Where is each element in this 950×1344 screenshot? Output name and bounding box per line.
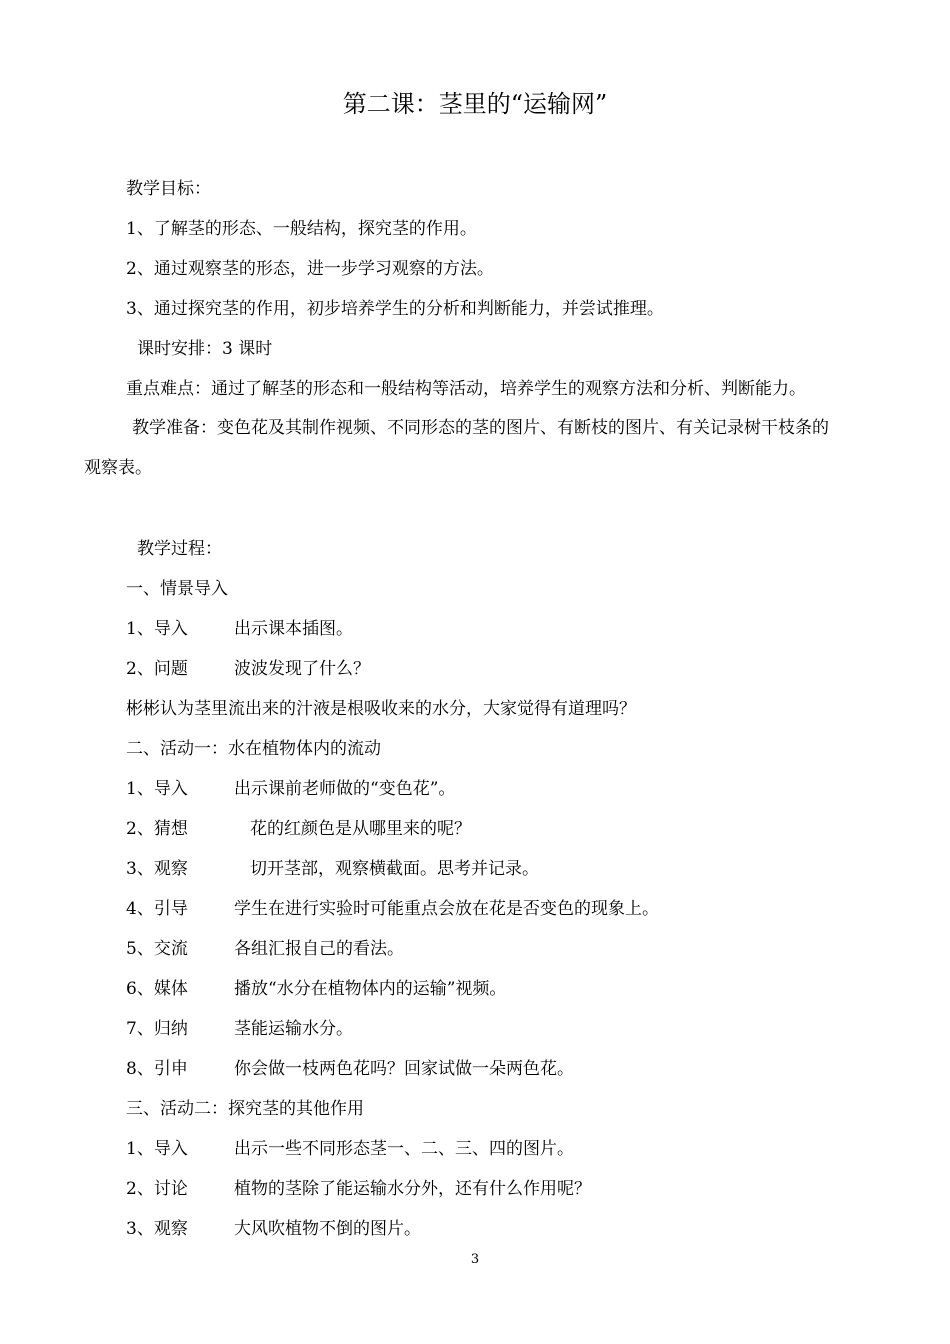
preparation: [84, 408, 872, 488]
step-text: 大风吹植物不倒的图片。: [234, 1219, 421, 1239]
step-label: 5、交流: [126, 939, 188, 959]
step-label: 6、媒体: [126, 979, 188, 999]
section-1-note: 彬彬认为茎里流出来的汁液是根吸收来的水分，大家觉得有道理吗？: [126, 699, 636, 719]
section-3-step-3: [126, 1216, 421, 1242]
section-2-step-7: [126, 1016, 353, 1042]
goal-item-3: 3、通过探究茎的作用，初步培养学生的分析和判断能力，并尝试推理。: [126, 299, 664, 319]
section-1-step-2: [126, 656, 370, 682]
goal-item-2: 2、通过观察茎的形态，进一步学习观察的方法。: [126, 259, 494, 279]
section-1-heading: 一、情景导入: [126, 579, 228, 599]
section-2-step-6: [126, 976, 506, 1002]
goals-heading: 教学目标：: [126, 179, 211, 199]
step-label: 2、讨论: [126, 1179, 188, 1199]
step-text: 出示一些不同形态茎一、二、三、四的图片。: [234, 1139, 574, 1159]
section-2-step-3: [126, 856, 539, 882]
step-text: 花的红颜色是从哪里来的呢？: [250, 819, 471, 839]
page-title: 第二课：茎里的“运输网”: [342, 90, 608, 118]
step-label: 3、观察: [126, 1219, 188, 1239]
process-heading: 教学过程：: [137, 539, 222, 559]
key-points: 重点难点：通过了解茎的形态和一般结构等活动，培养学生的观察方法和分析、判断能力。: [126, 379, 806, 399]
section-3-step-2: [126, 1176, 591, 1202]
step-label: 8、引申: [126, 1059, 188, 1079]
section-2-step-5: [126, 936, 404, 962]
preparation-line-2: 观察表。: [84, 458, 152, 478]
section-2-step-4: [126, 896, 659, 922]
step-text: 各组汇报自己的看法。: [234, 939, 404, 959]
step-text: 切开茎部，观察横截面。思考并记录。: [250, 859, 539, 879]
page-number: 3: [470, 1252, 480, 1267]
section-2-heading: 二、活动一：水在植物体内的流动: [126, 739, 381, 759]
section-3-heading: 三、活动二：探究茎的其他作用: [126, 1099, 364, 1119]
step-text: 学生在进行实验时可能重点会放在花是否变色的现象上。: [234, 899, 659, 919]
step-text: 你会做一枝两色花吗？回家试做一朵两色花。: [234, 1059, 574, 1079]
section-2-step-2: [126, 816, 471, 842]
step-label: 4、引导: [126, 899, 188, 919]
step-label: 3、观察: [126, 859, 188, 879]
step-text: 出示课本插图。: [234, 619, 353, 639]
schedule: 课时安排：3 课时: [137, 339, 273, 359]
step-label: 2、问题: [126, 659, 188, 679]
step-label: 1、导入: [126, 619, 188, 639]
step-label: 1、导入: [126, 1139, 188, 1159]
preparation-line-1: 教学准备：变色花及其制作视频、不同形态的茎的图片、有断枝的图片、有关记录树干枝条的: [132, 418, 829, 438]
section-3-step-1: [126, 1136, 574, 1162]
step-text: 茎能运输水分。: [234, 1019, 353, 1039]
step-text: 出示课前老师做的“变色花”。: [234, 779, 456, 799]
section-2-step-1: [126, 776, 455, 802]
step-text: 植物的茎除了能运输水分外，还有什么作用呢？: [234, 1179, 591, 1199]
step-label: 2、猜想: [126, 819, 188, 839]
section-2-step-8: [126, 1056, 574, 1082]
step-label: 1、导入: [126, 779, 188, 799]
step-text: 波波发现了什么？: [234, 659, 370, 679]
section-1-step-1: [126, 616, 353, 642]
step-label: 7、归纳: [126, 1019, 188, 1039]
step-text: 播放“水分在植物体内的运输”视频。: [234, 979, 507, 999]
goal-item-1: 1、了解茎的形态、一般结构，探究茎的作用。: [126, 219, 477, 239]
